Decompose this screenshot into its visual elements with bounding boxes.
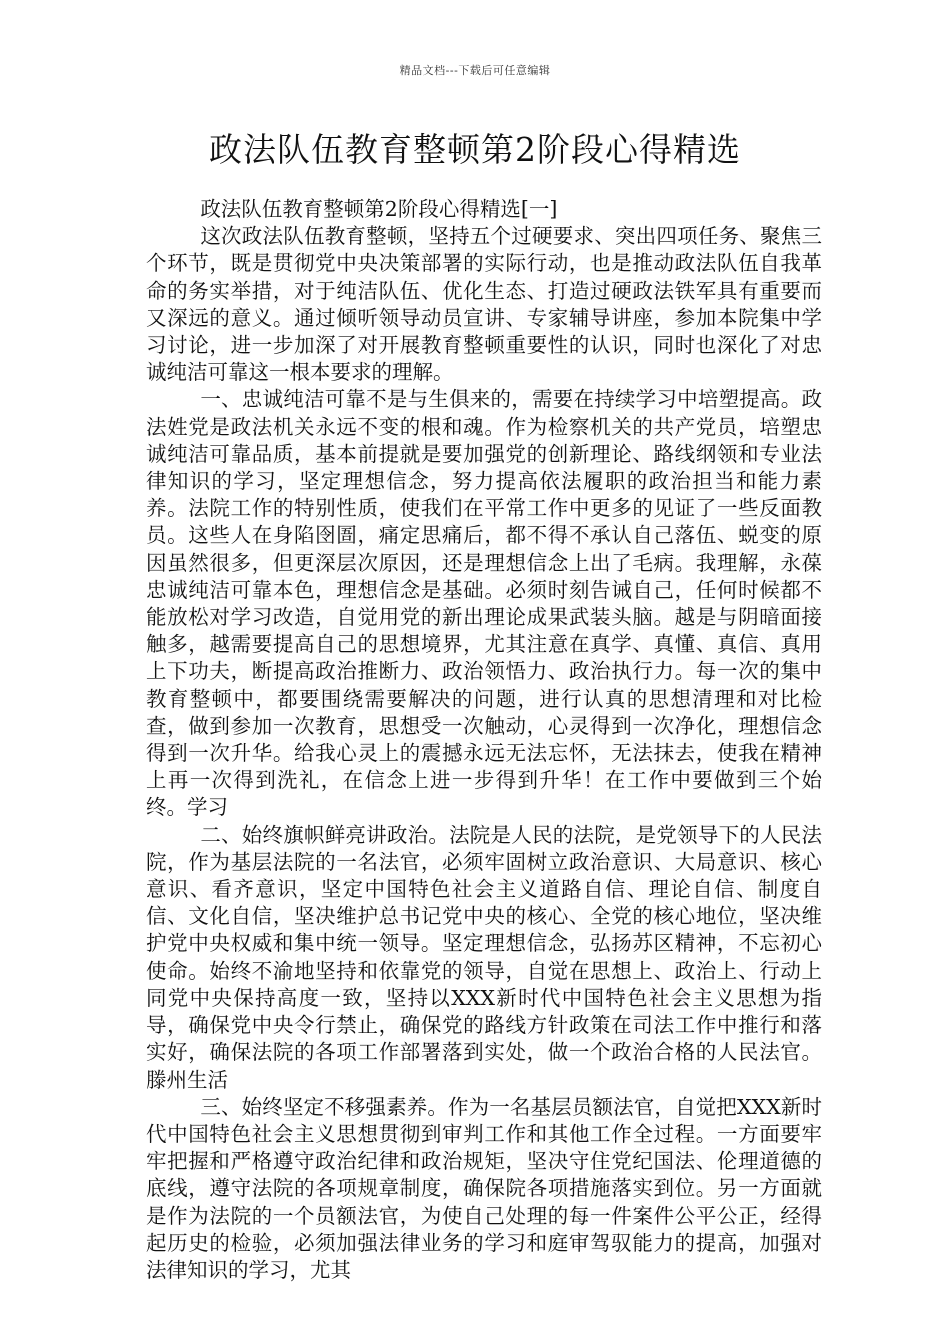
- document-body: [146, 196, 822, 1284]
- paragraph-section-2: 二、始终旗帜鲜亮讲政治。法院是人民的法院，是党领导下的人民法院，作为基层法院的一名法官，必须牢固树立政治意识、大局意识、核心意识、看齐意识，坚定中国特色社会主义道路自信、理论自信、制度自信、文化自信，坚决维护总书记党中央的核心、全党的核心地位，坚决维护党中央权威和集中统一领导。坚定理想信念，弘扬苏区精神，不忘初心使命。始终不渝地坚持和依靠党的领导，自觉在思想上、政治上、行动上同党中央保持高度一致，坚持以XXX新时代中国特色社会主义思想为指导，确保党中央令行禁止，确保党的路线方针政策在司法工作中推行和落实好，确保法院的各项工作部署落到实处，做一个政治合格的人民法官。滕州生活: [146, 822, 822, 1092]
- document-title: 政法队伍教育整顿第2阶段心得精选: [209, 130, 741, 169]
- paragraph-section-3: 三、始终坚定不移强素养。作为一名基层员额法官，自觉把XXX新时代中国特色社会主义思想贯彻到审判工作和其他工作全过程。一方面要牢牢把握和严格遵守政治纪律和政治规矩，坚决守住党纪国法、伦理道德的底线，遵守法院的各项规章制度，确保院各项措施落实到位。另一方面就是作为法院的一个员额法官，为使自己处理的每一件案件公平公正，经得起历史的检验，必须加强法律业务的学习和庭审驾驭能力的提高，加强对法律知识的学习，尤其: [146, 1094, 822, 1282]
- document-subtitle: 政法队伍教育整顿第2阶段心得精选[一]: [200, 197, 558, 221]
- paragraph-section-1: 一、忠诚纯洁可靠不是与生俱来的，需要在持续学习中培塑提高。政法姓党是政法机关永远不变的根和魂。作为检察机关的共产党员，培塑忠诚纯洁可靠品质，基本前提就是要加强党的创新理论、路线纲领和专业法律知识的学习，坚定理想信念，努力提高依法履职的政治担当和能力素养。法院工作的特别性质，使我们在平常工作中更多的见证了一些反面教员。这些人在身陷囹圄，痛定思痛后，都不得不承认自己落伍、蜕变的原因虽然很多，但更深层次原因，还是理想信念上出了毛病。我理解，永葆忠诚纯洁可靠本色，理想信念是基础。必须时刻告诫自己，任何时候都不能放松对学习改造，自觉用党的新出理论成果武装头脑。越是与阴暗面接触多，越需要提高自己的思想境界，尤其注意在真学、真懂、真信、真用上下功夫，断提高政治推断力、政治领悟力、政治执行力。每一次的集中教育整顿中，都要围绕需要解决的问题，进行认真的思想清理和对比检查，做到参加一次教育，思想受一次触动，心灵得到一次净化，理想信念得到一次升华。给我心灵上的震撼永远无法忘怀，无法抹去，使我在精神上再一次得到洗礼，在信念上进一步得到升华！在工作中要做到三个始终。学习: [146, 387, 822, 820]
- paragraph-intro: 这次政法队伍教育整顿，坚持五个过硬要求、突出四项任务、聚焦三个环节，既是贯彻党中央决策部署的实际行动，也是推动政法队伍自我革命的务实举措，对于纯洁队伍、优化生态、打造过硬政法铁军具有重要而又深远的意义。通过倾听领导动员宣讲、专家辅导讲座，参加本院集中学习讨论，进一步加深了对开展教育整顿重要性的认识，同时也深化了对忠诚纯洁可靠这一根本要求的理解。: [146, 224, 822, 385]
- header-note: 精品文档---下载后可任意编辑: [399, 64, 551, 77]
